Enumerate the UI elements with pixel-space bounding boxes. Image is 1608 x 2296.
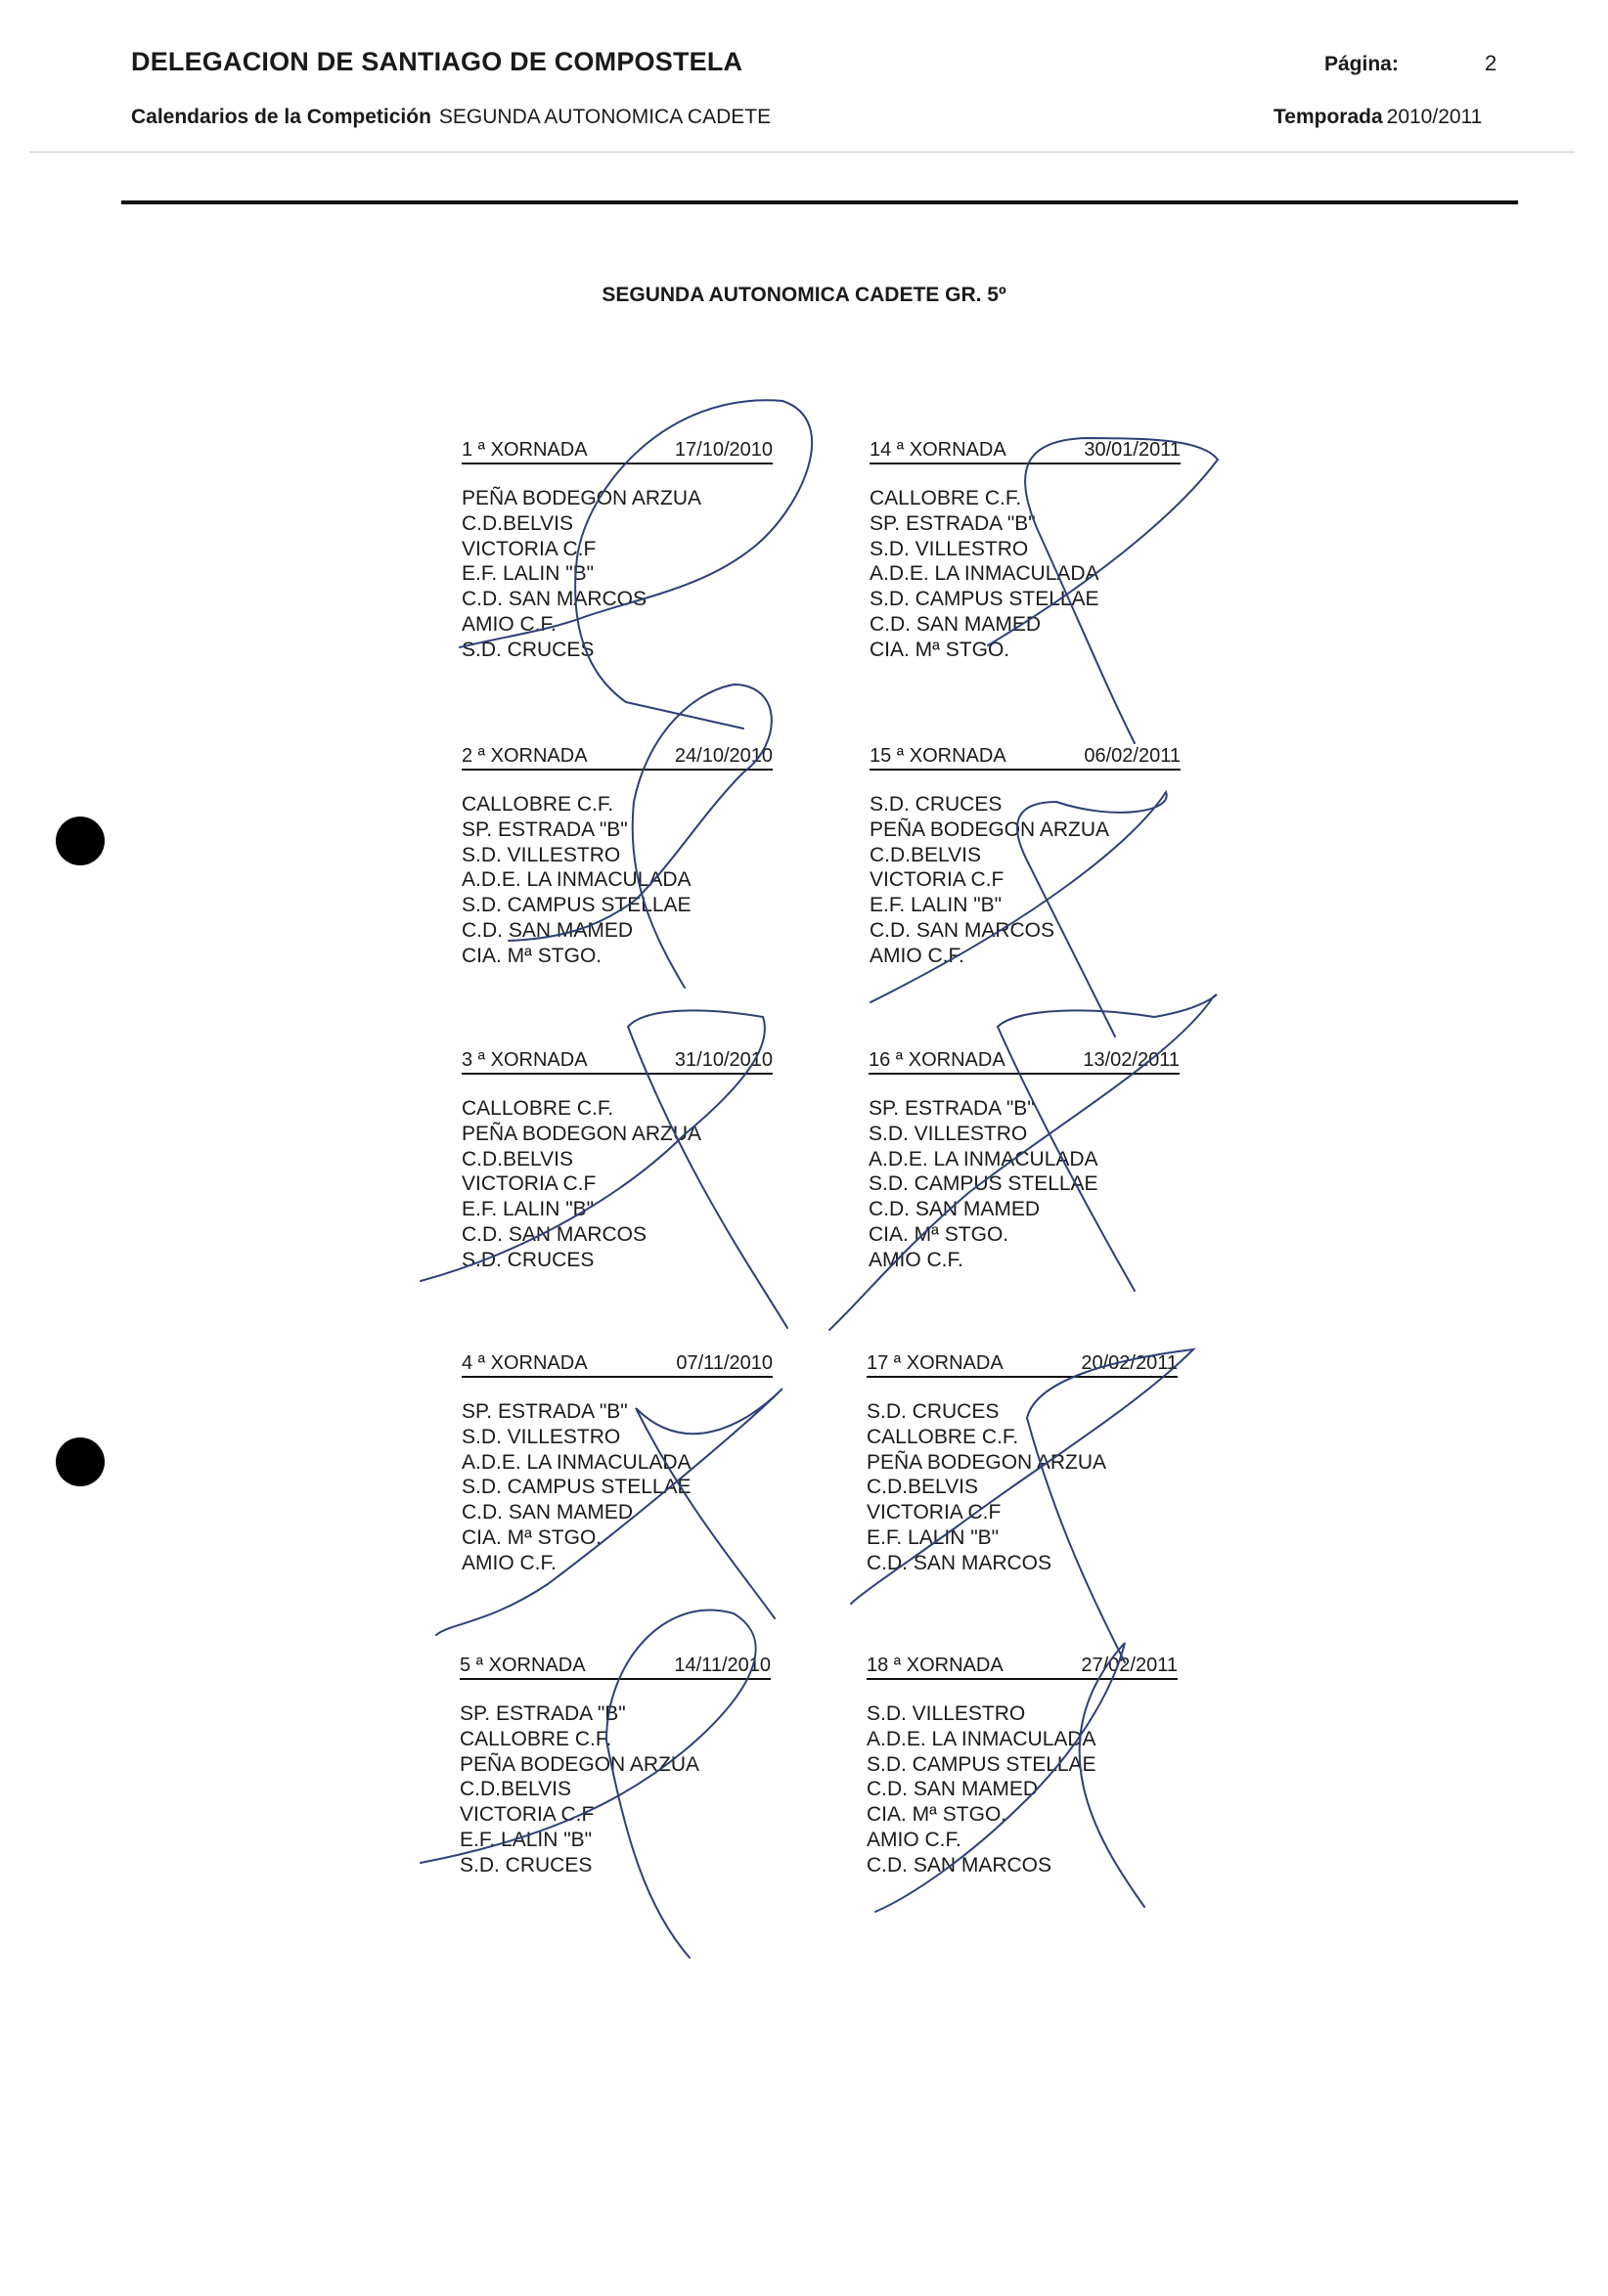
round-date: 14/11/2010 bbox=[674, 1655, 771, 1676]
round-block bbox=[460, 1655, 771, 1878]
team-name: VICTORIA C.F bbox=[462, 1172, 597, 1196]
punch-hole bbox=[56, 817, 105, 865]
round-header bbox=[462, 745, 773, 771]
team-list bbox=[870, 792, 1181, 969]
team-name: C.D. SAN MAMED bbox=[867, 1778, 1039, 1801]
team-name: S.D. CAMPUS STELLAE bbox=[870, 588, 1099, 611]
round-date: 06/02/2011 bbox=[1084, 745, 1181, 767]
round-block bbox=[462, 1049, 773, 1273]
team-name: C.D. SAN MAMED bbox=[870, 612, 1042, 636]
team-name: S.D. VILLESTRO bbox=[462, 843, 621, 866]
team-name: C.D. SAN MAMED bbox=[462, 1501, 634, 1524]
team-name: C.D. SAN MARCOS bbox=[867, 1853, 1052, 1877]
round-date: 20/02/2011 bbox=[1081, 1352, 1178, 1374]
team-name: PEÑA BODEGON ARZUA bbox=[867, 1450, 1107, 1474]
team-name: A.D.E. LA INMACULADA bbox=[870, 562, 1099, 586]
team-list bbox=[462, 486, 773, 663]
team-name: C.D. SAN MARCOS bbox=[462, 588, 648, 611]
round-block bbox=[867, 1655, 1178, 1878]
team-name: S.D. CRUCES bbox=[870, 793, 1003, 816]
team-name: AMIO C.F. bbox=[462, 1551, 557, 1574]
team-name: E.F. LALIN "B" bbox=[462, 562, 595, 586]
round-label: 15 ª XORNADA bbox=[870, 745, 1006, 767]
round-block bbox=[869, 1049, 1180, 1273]
group-title: SEGUNDA AUTONOMICA CADETE GR. 5º bbox=[602, 284, 1006, 306]
team-name: S.D. VILLESTRO bbox=[462, 1425, 621, 1448]
season-value: 2010/2011 bbox=[1386, 106, 1483, 128]
team-name: S.D. CAMPUS STELLAE bbox=[462, 1476, 692, 1499]
team-name: S.D. VILLESTRO bbox=[869, 1122, 1028, 1145]
team-name: A.D.E. LA INMACULADA bbox=[867, 1727, 1096, 1750]
team-name: CALLOBRE C.F. bbox=[462, 1097, 614, 1120]
team-name: AMIO C.F. bbox=[462, 612, 557, 636]
round-header bbox=[870, 745, 1181, 771]
header-divider bbox=[29, 152, 1575, 153]
round-header bbox=[460, 1655, 771, 1680]
team-name: CALLOBRE C.F. bbox=[462, 793, 614, 816]
round-date: 07/11/2010 bbox=[676, 1352, 773, 1374]
header-season bbox=[1273, 106, 1482, 129]
team-name: S.D. CRUCES bbox=[867, 1400, 1000, 1423]
header-subtitle bbox=[131, 106, 771, 129]
section-divider bbox=[121, 200, 1518, 204]
team-list bbox=[867, 1399, 1178, 1576]
punch-hole bbox=[56, 1437, 105, 1486]
team-name: C.D. SAN MAMED bbox=[869, 1198, 1041, 1221]
subtitle-label: Calendarios de la Competición bbox=[131, 106, 431, 128]
team-list bbox=[869, 1096, 1180, 1273]
team-name: E.F. LALIN "B" bbox=[867, 1525, 1000, 1549]
team-name: S.D. CRUCES bbox=[460, 1853, 593, 1877]
signature-stroke bbox=[626, 702, 743, 729]
round-block bbox=[462, 439, 773, 663]
team-name: C.D. SAN MAMED bbox=[462, 918, 634, 942]
round-label: 18 ª XORNADA bbox=[867, 1655, 1004, 1676]
team-name: S.D. CAMPUS STELLAE bbox=[869, 1172, 1098, 1196]
round-label: 5 ª XORNADA bbox=[460, 1655, 586, 1676]
team-name: VICTORIA C.F bbox=[867, 1501, 1002, 1524]
team-name: SP. ESTRADA "B" bbox=[462, 1400, 628, 1423]
team-name: SP. ESTRADA "B" bbox=[462, 817, 628, 841]
team-name: SP. ESTRADA "B" bbox=[870, 511, 1036, 535]
team-name: SP. ESTRADA "B" bbox=[460, 1702, 626, 1725]
team-name: C.D. SAN MARCOS bbox=[867, 1551, 1052, 1574]
round-block bbox=[462, 1352, 773, 1576]
team-name: C.D.BELVIS bbox=[870, 843, 981, 866]
team-name: C.D.BELVIS bbox=[867, 1476, 978, 1499]
header-title: DELEGACION DE SANTIAGO DE COMPOSTELA bbox=[131, 47, 743, 76]
team-name: SP. ESTRADA "B" bbox=[869, 1097, 1035, 1120]
team-name: C.D. SAN MARCOS bbox=[870, 918, 1055, 942]
team-list bbox=[462, 1096, 773, 1273]
round-date: 27/02/2011 bbox=[1081, 1655, 1178, 1676]
team-name: C.D.BELVIS bbox=[462, 1147, 573, 1170]
team-name: S.D. CAMPUS STELLAE bbox=[462, 894, 692, 917]
team-list bbox=[867, 1701, 1178, 1878]
team-list bbox=[462, 792, 773, 969]
round-date: 24/10/2010 bbox=[674, 745, 773, 767]
team-name: CALLOBRE C.F. bbox=[460, 1727, 612, 1750]
team-name: VICTORIA C.F bbox=[460, 1803, 595, 1827]
team-name: PEÑA BODEGON ARZUA bbox=[460, 1752, 700, 1776]
round-label: 3 ª XORNADA bbox=[462, 1049, 588, 1071]
team-name: AMIO C.F. bbox=[870, 944, 964, 967]
team-name: CALLOBRE C.F. bbox=[870, 487, 1022, 509]
round-header bbox=[867, 1352, 1178, 1378]
round-label: 1 ª XORNADA bbox=[462, 439, 588, 461]
team-name: S.D. CRUCES bbox=[462, 1248, 595, 1271]
team-name: A.D.E. LA INMACULADA bbox=[462, 1450, 692, 1474]
round-date: 30/01/2011 bbox=[1084, 439, 1181, 461]
round-header bbox=[462, 1049, 773, 1075]
team-name: PEÑA BODEGON ARZUA bbox=[462, 487, 702, 509]
page-label: Página: bbox=[1324, 53, 1399, 75]
round-header bbox=[867, 1655, 1178, 1680]
team-name: AMIO C.F. bbox=[867, 1828, 961, 1851]
round-block bbox=[462, 745, 773, 969]
round-date: 13/02/2011 bbox=[1083, 1049, 1180, 1071]
team-name: A.D.E. LA INMACULADA bbox=[869, 1147, 1098, 1170]
team-name: E.F. LALIN "B" bbox=[870, 894, 1003, 917]
team-name: CIA. Mª STGO. bbox=[462, 1525, 603, 1549]
team-name: CIA. Mª STGO. bbox=[462, 944, 603, 967]
team-name: AMIO C.F. bbox=[869, 1248, 963, 1271]
round-label: 4 ª XORNADA bbox=[462, 1352, 588, 1374]
round-label: 17 ª XORNADA bbox=[867, 1352, 1004, 1374]
team-name: PEÑA BODEGON ARZUA bbox=[462, 1122, 702, 1145]
round-header bbox=[462, 439, 773, 464]
team-name: VICTORIA C.F bbox=[870, 868, 1005, 892]
team-list bbox=[460, 1701, 771, 1878]
team-name: CIA. Mª STGO. bbox=[870, 638, 1010, 661]
team-name: A.D.E. LA INMACULADA bbox=[462, 868, 692, 892]
team-name: CIA. Mª STGO. bbox=[867, 1803, 1007, 1827]
team-name: CALLOBRE C.F. bbox=[867, 1425, 1019, 1448]
team-name: E.F. LALIN "B" bbox=[462, 1198, 595, 1221]
round-block bbox=[867, 1352, 1178, 1576]
team-name: CIA. Mª STGO. bbox=[869, 1222, 1009, 1246]
round-header bbox=[869, 1049, 1180, 1075]
round-date: 31/10/2010 bbox=[674, 1049, 773, 1071]
round-header bbox=[462, 1352, 773, 1378]
team-name: C.D.BELVIS bbox=[462, 511, 573, 535]
team-name: E.F. LALIN "B" bbox=[460, 1828, 593, 1851]
team-name: VICTORIA C.F bbox=[462, 537, 597, 560]
team-list bbox=[462, 1399, 773, 1576]
team-name: S.D. CRUCES bbox=[462, 638, 595, 661]
team-name: C.D. SAN MARCOS bbox=[462, 1222, 648, 1246]
round-label: 16 ª XORNADA bbox=[869, 1049, 1005, 1071]
round-label: 2 ª XORNADA bbox=[462, 745, 588, 767]
team-name: S.D. VILLESTRO bbox=[870, 537, 1029, 560]
season-label: Temporada bbox=[1273, 106, 1383, 128]
round-label: 14 ª XORNADA bbox=[870, 439, 1006, 461]
team-name: S.D. CAMPUS STELLAE bbox=[867, 1752, 1096, 1776]
page-number: 2 bbox=[1485, 51, 1497, 75]
round-header bbox=[870, 439, 1181, 464]
subtitle-competition: SEGUNDA AUTONOMICA CADETE bbox=[438, 106, 772, 128]
team-name: PEÑA BODEGON ARZUA bbox=[870, 817, 1110, 841]
team-name: C.D.BELVIS bbox=[460, 1778, 571, 1801]
team-list bbox=[870, 486, 1181, 663]
round-block bbox=[870, 439, 1181, 663]
round-block bbox=[870, 745, 1181, 969]
round-date: 17/10/2010 bbox=[674, 439, 773, 461]
team-name: S.D. VILLESTRO bbox=[867, 1702, 1026, 1725]
